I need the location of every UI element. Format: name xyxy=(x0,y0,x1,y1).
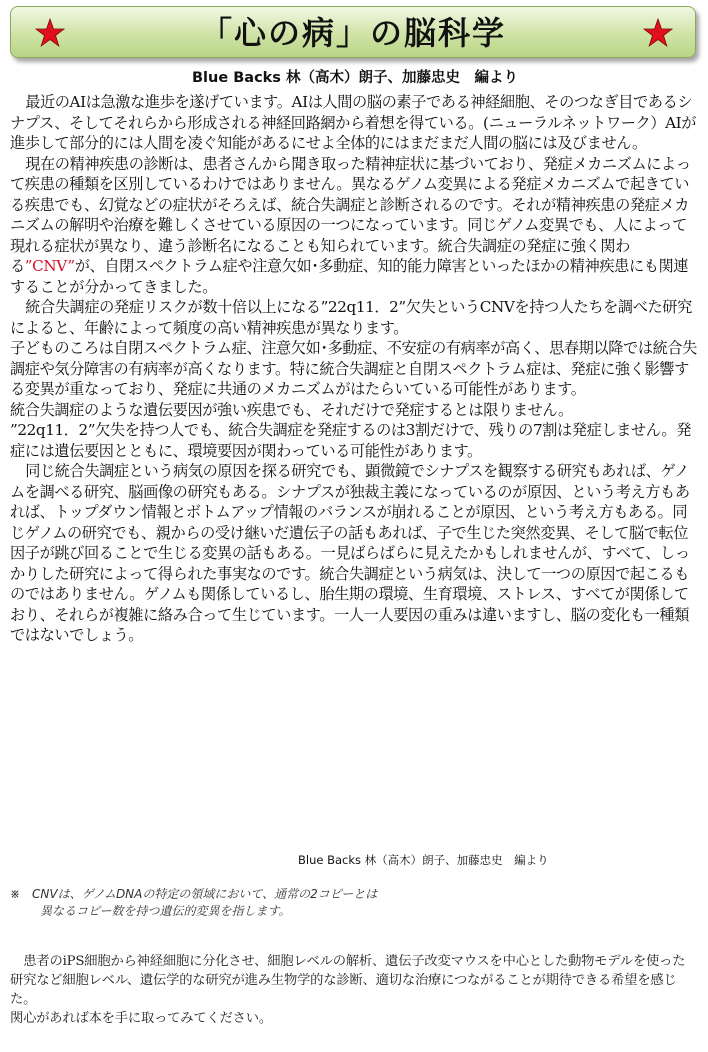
comment-paragraph: 患者のiPS細胞から神経細胞に分化させ、細胞レベルの解析、遺伝子改変マウスを中心とした動物モデルを使った研究など細胞レベル、遺伝学的な研究が進み生物学的な診断、適切な治療につながることが期待できる希望を感じた。 xyxy=(10,954,686,1007)
cnv-highlight: ”CNV” xyxy=(24,257,75,275)
footnote-line: 異なるコピー数を持つ遺伝的変異を指します。 xyxy=(40,904,291,918)
paragraph: ”22q11．2”欠失を持つ人でも、統合失調症を発症するのは3割だけで、残りの7割は発症しません。発症には遺伝要因とともに、環境要因が関わっている可能性があります。 xyxy=(10,421,691,460)
paragraph-text: 現在の精神疾患の診断は、患者さんから聞き取った精神症状に基づいており、発症メカニズムによって疾患の種類を区別しているわけではありません。異なるゲノム変異による発症メカニズムで起きている疾患でも、幻覚などの症状がそろえば、統合失調症と診断されるのです。それが精神疾患の発症メカニズムの解明や治療を難しくさせている原因の一つになっています。同じゲノム変異でも、人によって現れる症状が異なり、違う診断名になることも知られています。統合失調症の発症に強く関わる xyxy=(10,154,691,275)
paragraph: 子どものころは自閉スペクトラム症、注意欠如･多動症、不安症の有病率が高く、思春期以降では統合失調症や気分障害の有病率が高くなります。特に統合失調症と自閉スペクトラム症は、発症に強く影響する変異が重なっており、発症に共通のメカニズムがはたらいている可能性があります。 xyxy=(10,339,697,398)
paragraph xyxy=(10,154,698,298)
paragraph: 最近のAIは急激な進歩を遂げています。AIは人間の脳の素子である神経細胞、そのつなぎ目であるシナプス、そしてそれらから形成される神経回路網から着想を得ている。(ニューラルネットワーク）AIが進歩して部分的には人間を凌ぐ知能があるにせよ全体的にはまだまだ人間の脳には及びません。 xyxy=(10,93,697,152)
source-credit: Blue Backs 林（高木）朗子、加藤忠史 編より xyxy=(298,853,549,867)
paragraph: 同じ統合失調症という病気の原因を探る研究でも、顕微鏡でシナプスを観察する研究もあれば、ゲノムを調べる研究、脳画像の研究もある。シナプスが独裁主義になっているのが原因、という考え方もあれば、トップダウン情報とボトムアップ情報のバランスが崩れることが原因、という考え方もある。同じゲノムの研究でも、親からの受け継いだ遺伝子の話もあれば、子で生じた突然変異、そして脳で転位因子が跳び回ることで生じる変異の話もある。一見ばらばらに見えたかもしれませんが、すべて、しっかりした研究によって得られた事実なのです。統合失調症という病気は、決して一つの原因で起こるものではありません。ゲノムも関係しているし、胎生期の環境、生育環境、ストレス、すべてが関係しており、それらが複雑に絡み合って生じています。一人一人要因の重みは違いますし、脳の変化も一種類ではないでしょう。 xyxy=(10,462,690,644)
paragraph: 統合失調症の発症リスクが数十倍以上になる”22q11．2”欠失というCNVを持つ人たちを調べた研究によると、年齢によって頻度の高い精神疾患が異なります。 xyxy=(10,298,692,337)
paragraph: 統合失調症のような遺伝要因が強い疾患でも、それだけで発症するとは限りません。 xyxy=(10,400,573,419)
source-byline: Blue Backs 林（高木）朗子、加藤忠史 編より xyxy=(192,70,518,86)
article-body xyxy=(10,92,698,646)
reviewer-comment xyxy=(10,952,698,1028)
title-banner xyxy=(10,6,696,58)
page-title: 「心の病」の脳科学 xyxy=(199,14,506,52)
paragraph-text: が、自閉スペクトラム症や注意欠如･多動症、知的能力障害といったほかの精神疾患にも関連することが分かってきました。 xyxy=(10,257,689,296)
comment-paragraph: 関心があれば本を手に取ってみてください。 xyxy=(10,1011,272,1026)
footnote xyxy=(10,886,570,920)
star-icon xyxy=(643,18,673,48)
footnote-line: ※ CNVは、ゲノムDNAの特定の領域において、通常の2コピーとは xyxy=(10,887,378,901)
